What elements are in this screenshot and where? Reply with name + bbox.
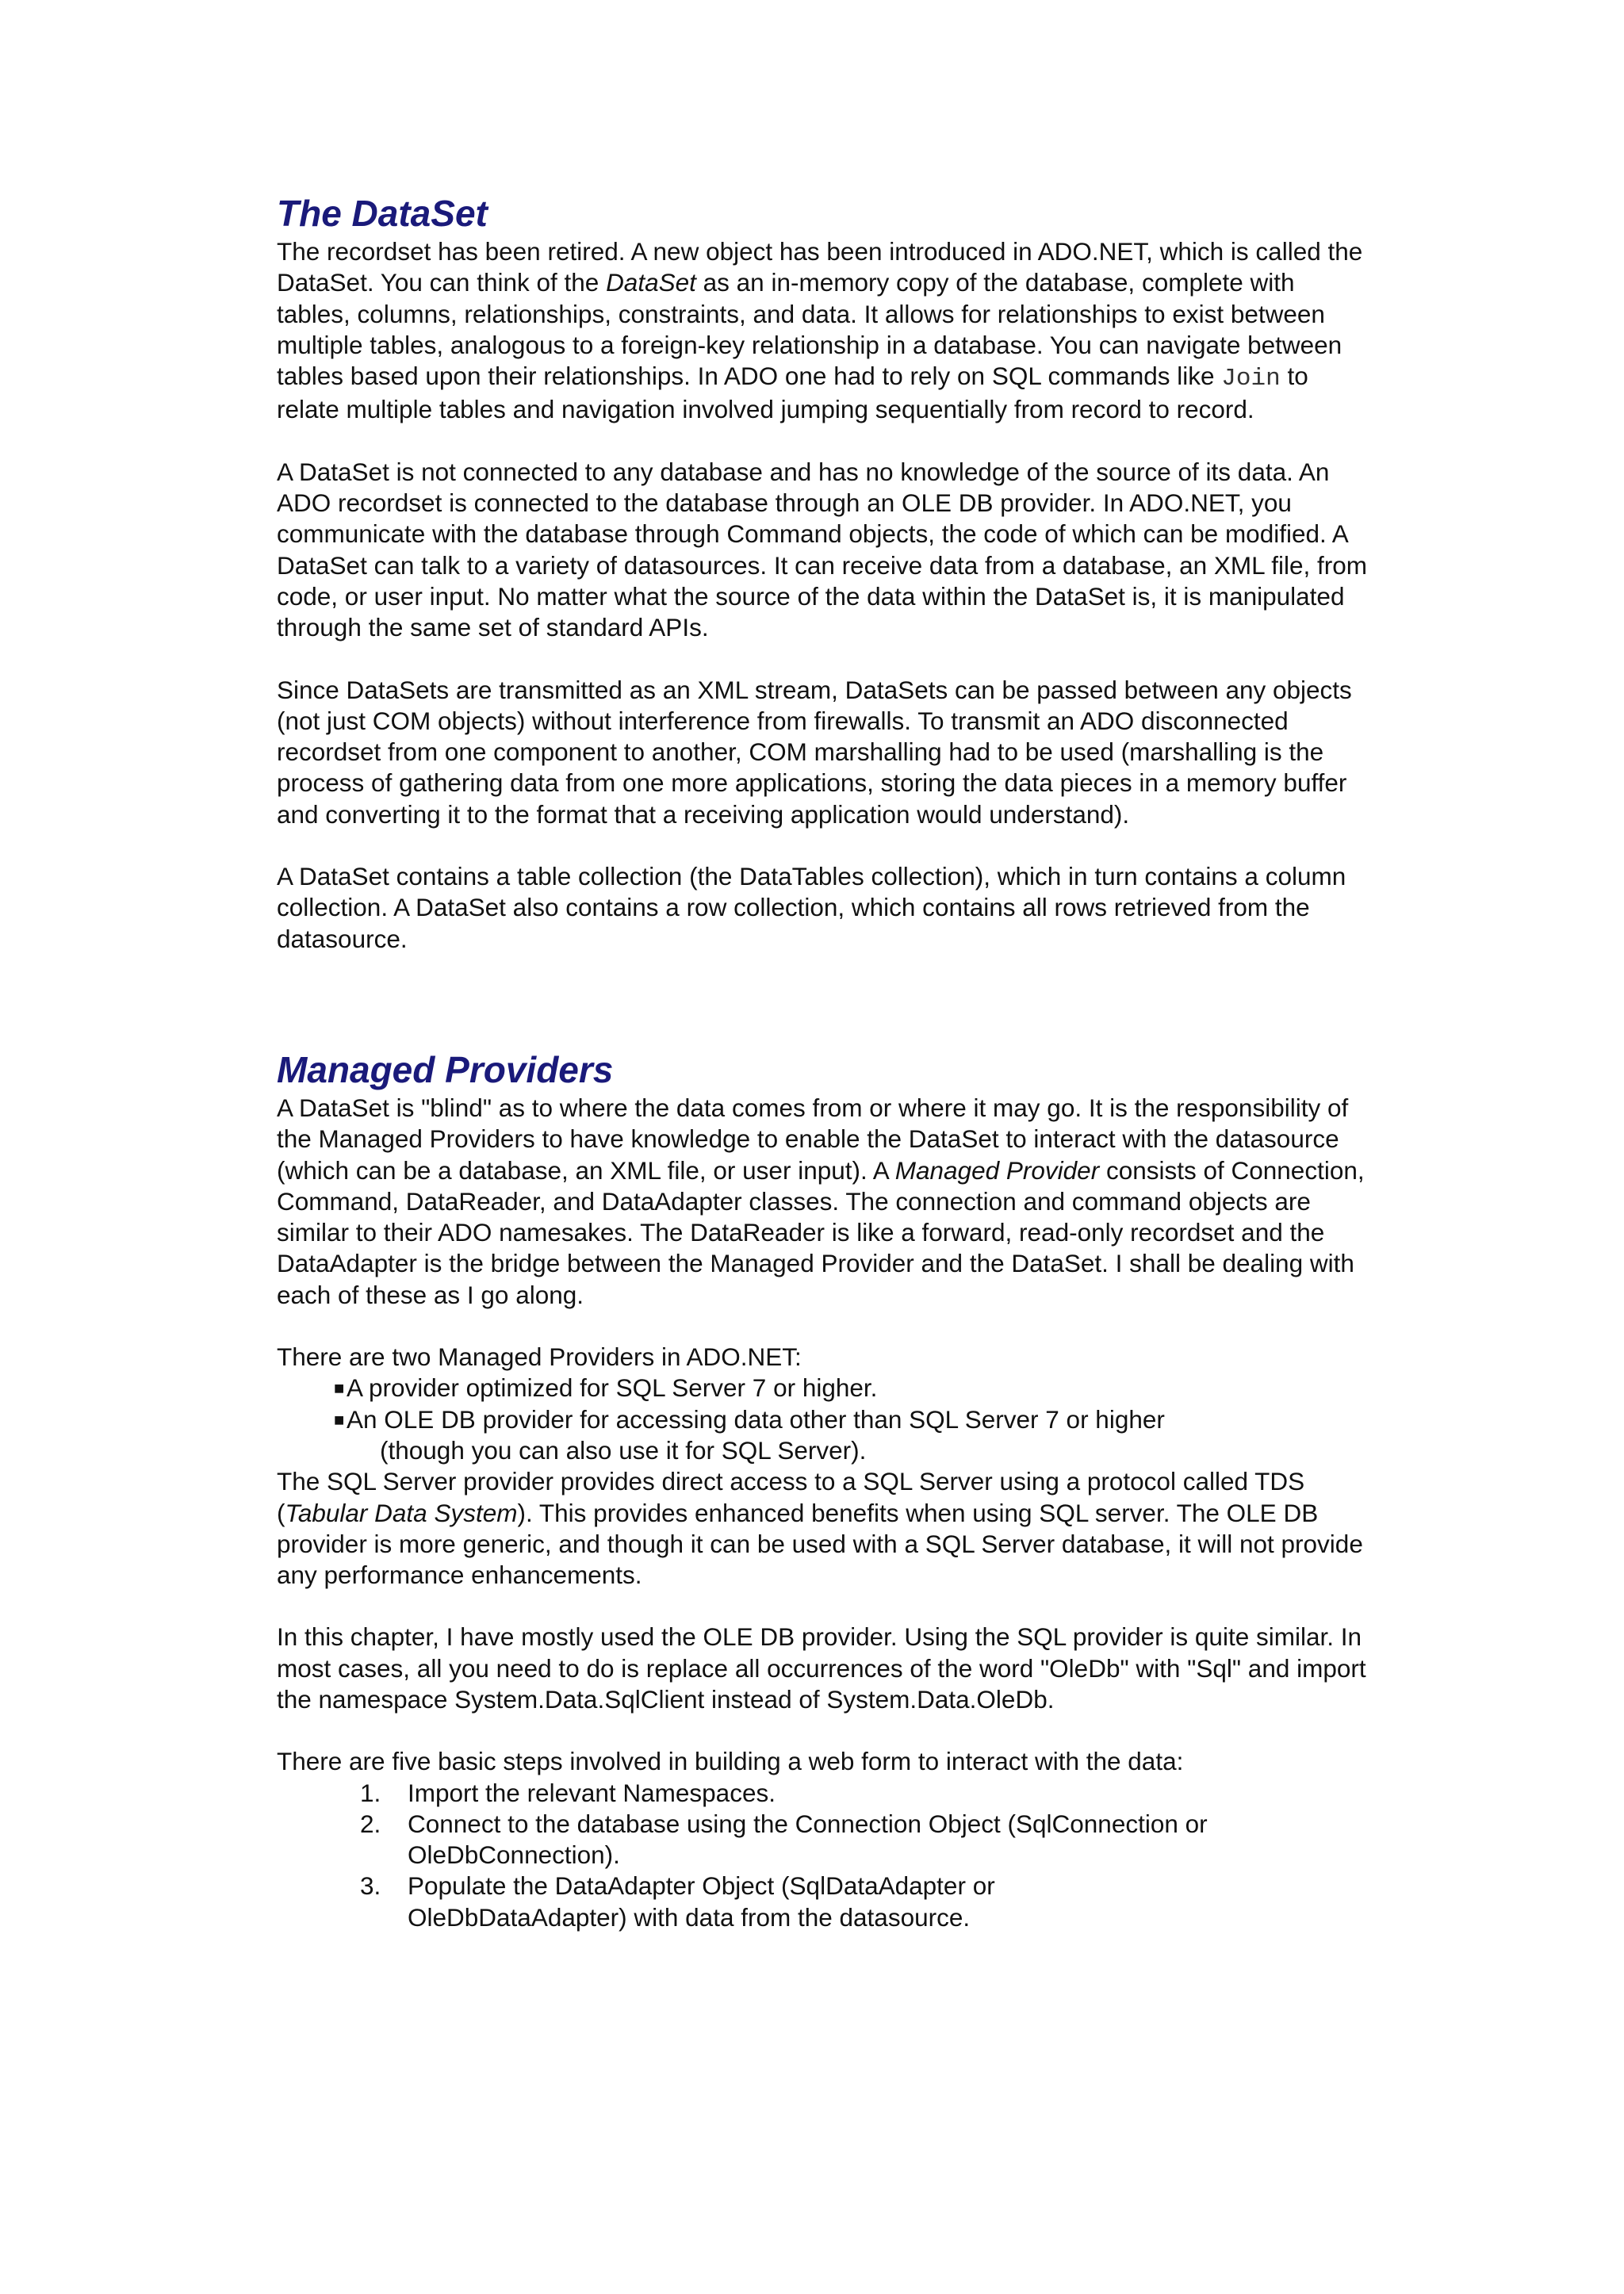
chapter-paragraph: In this chapter, I have mostly used the OLE DB provider. Using the SQL provider is quite similar. In most cases, all you need to do is replace all occurrences of the word "OleDb" with "Sql" and import the namespace System.Data.SqlClient instead of System.Data.OleDb. (277, 1622, 1366, 1714)
sql-provider-paragraph: The SQL Server provider provides direct access to a SQL Server using a protocol called TDS (Tabular Data System). This provides enhanced benefits when using SQL server. The OLE DB provider is more generic, and though it can be used with a SQL Server database, it will not provide any performance enhancements. (277, 1467, 1363, 1590)
list-item: 3. Populate the DataAdapter Object (SqlDataAdapter or OleDbDataAdapter) with data from the datasource. (360, 1871, 995, 1932)
dataset-paragraph-2: A DataSet is not connected to any database and has no knowledge of the source of its data. An ADO recordset is connected to the database through an OLE DB provider. In ADO.NET, you communicate with the database through Command objects, the code of which can be modified. A DataSet can talk to a variety of datasources. It can receive data from a database, an XML file, from code, or user input. No matter what the source of the data within the DataSet is, it is manipulated through the same set of standard APIs. (277, 457, 1368, 642)
heading-the-dataset: The DataSet (277, 193, 488, 234)
list-item: 2. Connect to the database using the Connection Object (SqlConnection or OleDbConnection). (360, 1809, 1208, 1870)
providers-intro: There are two Managed Providers in ADO.NET: (277, 1342, 802, 1372)
providers-list (277, 1373, 1371, 1466)
heading-managed-providers: Managed Providers (277, 1048, 614, 1090)
italic-term-managed-provider: Managed Provider (894, 1155, 1100, 1185)
italic-term-tds: Tabular Data System (285, 1498, 518, 1527)
section-the-dataset (277, 190, 1371, 955)
code-keyword-join: Join (1221, 365, 1281, 393)
list-item: 1. Import the relevant Namespaces. (360, 1778, 776, 1807)
section-managed-providers (277, 1047, 1371, 1933)
list-item: ■ A provider optimized for SQL Server 7 or higher. (334, 1373, 1371, 1404)
providers-paragraph-1: A DataSet is "blind" as to where the data comes from or where it may go. It is the responsibility of the Managed Providers to have knowledge to enable the DataSet to interact with the datasource (which can be a database, an XML file, or user input). A Managed Provider consists of Connection, Command, DataReader, and DataAdapter classes. The connection and command objects are similar to their ADO namesakes. The DataReader is like a forward, read-only recordset and the DataAdapter is the bridge between the Managed Provider and the DataSet. I shall be dealing with each of these as I go along. (277, 1093, 1365, 1309)
steps-intro: There are five basic steps involved in building a web form to interact with the data: (277, 1747, 1184, 1776)
italic-term-dataset: DataSet (606, 268, 696, 297)
dataset-paragraph-4: A DataSet contains a table collection (the DataTables collection), which in turn contains a column collection. A DataSet also contains a row collection, which contains all rows retrieved from the datasource. (277, 862, 1346, 953)
dataset-paragraph-1: The recordset has been retired. A new object has been introduced in ADO.NET, which is called the DataSet. You can think of the DataSet as an in-memory copy of the database, complete with tables, columns, relationships, constraints, and data. It allows for relationships to exist between multiple tables, analogous to a foreign-key relationship in a database. You can navigate between tables based upon their relationships. In ADO one had to rely on SQL commands like Join to relate multiple tables and navigation involved jumping sequentially from record to record. (277, 237, 1363, 424)
bullet-square-icon: ■ (334, 1378, 345, 1399)
steps-list (277, 1778, 1371, 1933)
bullet-square-icon: ■ (334, 1409, 345, 1430)
dataset-paragraph-3: Since DataSets are transmitted as an XML stream, DataSets can be passed between any objects (not just COM objects) without interference from firewalls. To transmit an ADO disconnected recordset from one component to another, COM marshalling had to be used (marshalling is the process of gathering data from one more applications, storing the data pieces in a memory buffer and converting it to the format that a receiving application would understand). (277, 675, 1352, 829)
document-page (277, 190, 1371, 1933)
list-item: ■ An OLE DB provider for accessing data other than SQL Server 7 or higher (though you can also use it for SQL Server). (334, 1404, 1165, 1465)
